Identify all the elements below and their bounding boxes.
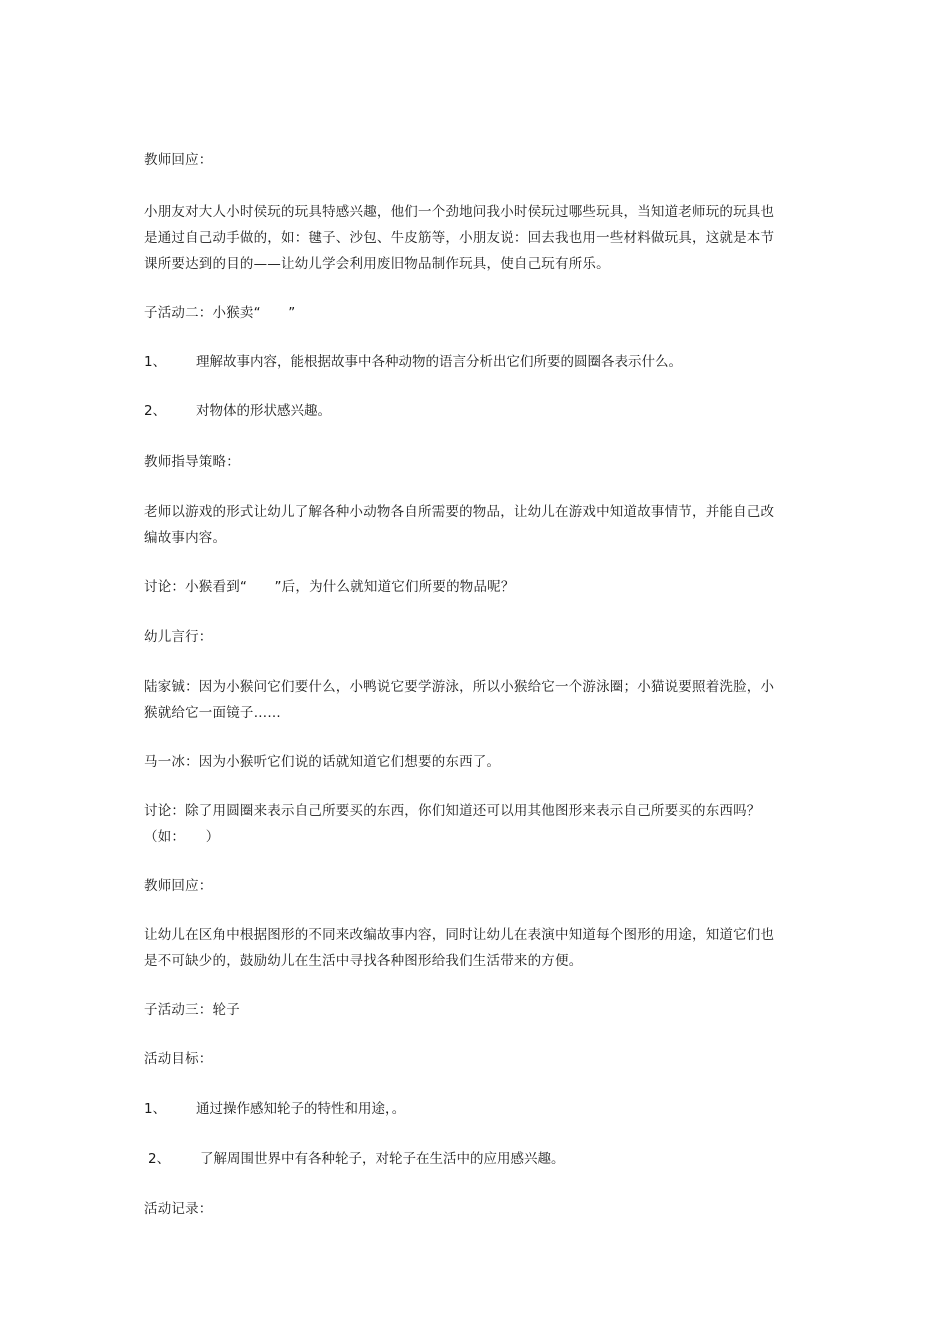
heading-activity-goals: 活动目标： — [144, 1051, 213, 1067]
list-number: 1、 — [144, 354, 167, 370]
list-number: 1、 — [144, 1101, 167, 1117]
heading-child-behavior: 幼儿言行： — [144, 629, 213, 645]
paragraph-lu-jiacheng — [144, 674, 808, 726]
list-number: 2、 — [148, 1151, 171, 1167]
paragraph-line: 编故事内容。 — [144, 530, 227, 546]
paragraph-line: 让幼儿在区角中根据图形的不同来改编故事内容，同时让幼儿在表演中知道每个图形的用途，知道它们也 — [144, 927, 775, 943]
list-item-text: 通过操作感知轮子的特性和用途，。 — [196, 1101, 406, 1117]
heading-teacher-response-1: 教师回应： — [144, 152, 213, 168]
heading-teacher-response-2: 教师回应： — [144, 878, 213, 894]
paragraph-teacher-response-body-2 — [144, 922, 808, 974]
list-item-text: 理解故事内容，能根据故事中各种动物的语言分析出它们所要的圆圈各表示什么。 — [196, 354, 682, 370]
paragraph-ma-yibing: 马一冰：因为小猴听它们说的话就知道它们想要的东西了。 — [144, 754, 501, 770]
paragraph-line: 课所要达到的目的——让幼儿学会利用废旧物品制作玩具，使自己玩有所乐。 — [144, 256, 610, 272]
list-item-text: 了解周围世界中有各种轮子，对轮子在生活中的应用感兴趣。 — [200, 1151, 565, 1167]
heading-sub-activity-3: 子活动三：轮子 — [144, 1002, 240, 1018]
heading-sub-activity-2: 子活动二：小猴卖“ ” — [144, 305, 296, 321]
paragraph-line: 猴就给它一面镜子…… — [144, 705, 281, 721]
heading-teaching-strategy: 教师指导策略： — [144, 454, 240, 470]
paragraph-discussion-2 — [144, 798, 808, 850]
paragraph-line: 讨论：除了用圆圈来表示自己所要买的东西，你们知道还可以用其他图形来表示自己所要买的东西吗？ — [144, 803, 761, 819]
paragraph-teacher-response-body — [144, 199, 808, 277]
heading-activity-record: 活动记录： — [144, 1201, 213, 1217]
paragraph-line: 是不可缺少的，鼓励幼儿在生活中寻找各种图形给我们生活带来的方便。 — [144, 953, 583, 969]
paragraph-discussion-1: 讨论：小猴看到“ ”后，为什么就知道它们所要的物品呢？ — [144, 579, 515, 595]
paragraph-strategy-body — [144, 499, 808, 551]
paragraph-line: 是通过自己动手做的，如：毽子、沙包、牛皮筋等，小朋友说：回去我也用一些材料做玩具，这就是本节 — [144, 230, 775, 246]
paragraph-line: 小朋友对大人小时侯玩的玩具特感兴趣，他们一个劲地问我小时侯玩过哪些玩具，当知道老师玩的玩具也 — [144, 204, 775, 220]
paragraph-line: 陆家铖：因为小猴问它们要什么，小鸭说它要学游泳，所以小猴给它一个游泳圈；小猫说要照着洗脸，小 — [144, 679, 775, 695]
list-item-text: 对物体的形状感兴趣。 — [196, 403, 331, 419]
paragraph-line: （如： ） — [144, 829, 220, 845]
paragraph-line: 老师以游戏的形式让幼儿了解各种小动物各自所需要的物品，让幼儿在游戏中知道故事情节，并能自己改 — [144, 504, 775, 520]
list-number: 2、 — [144, 403, 167, 419]
